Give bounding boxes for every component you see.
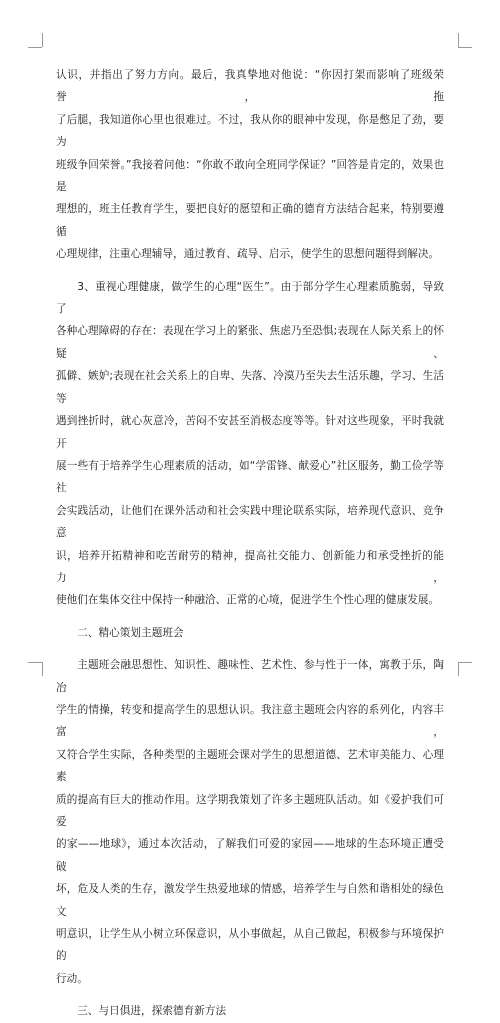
text-line: 孤僻、嫉妒;表现在社会关系上的自卑、失落、冷漠乃至失去生活乐趣，学习、生活等 (56, 370, 444, 405)
text-line: 二、精心策划主题班会 (77, 626, 184, 639)
text-line: 展一些有于培养学生心理素质的活动，如“学雷锋、献爱心”社区服务，勤工俭学等社 (56, 459, 444, 495)
crop-mark-top-left (28, 47, 42, 48)
text-line: 学生的情操，转变和提高学生的思想认识。我注意主题班会内容的系列化，内容丰富， (56, 703, 444, 739)
crop-mark-bottom-left (28, 662, 42, 663)
text-line: 理想的，班主任教育学生，要把良好的愿望和正确的德育方法结合起来，特别要遵循 (56, 203, 444, 238)
crop-mark-top-right (458, 33, 459, 47)
text-line: 明意识，让学生从小树立环保意识，从小事做起，从自己做起，积极参与环境保护的 (56, 928, 444, 963)
text-line: 遇到挫折时，就心灰意冷，苦闷不安甚至消极态度等等。针对这些现象，平时我就开 (56, 415, 444, 450)
text-line: 识，培养开拓精神和吃苦耐劳的精神，提高社交能力、创新能力和承受挫折的能力， (56, 549, 444, 584)
crop-mark-top-left (42, 33, 43, 47)
text-line: 班级争回荣誉。”我接着问他：“你敢不敢向全班同学保证？”回答是肯定的，效果也是 (56, 158, 444, 194)
text-line: 三、与日俱进，探索德育新方法 (77, 1005, 227, 1018)
text-line: 坏，危及人类的生存，激发学生热爱地球的情感，培养学生与自然和谐相处的绿色文 (56, 883, 444, 918)
text-line: 了后腿，我知道你心里也很难过。不过，我从你的眼神中发现，你是憋足了劲，要为 (56, 113, 444, 149)
text-line: 各种心理障碍的存在：表现在学习上的紧张、焦虑乃至恐惧;表现在人际关系上的怀疑、 (56, 325, 444, 360)
text-line: 行动。 (56, 972, 88, 985)
text-line: 又符合学生实际，各种类型的主题班会课对学生的思想道德、艺术审美能力、心理素 (56, 748, 444, 784)
crop-mark-top-right (458, 47, 472, 48)
text-line: 主题班会融思想性、知识性、趣味性、艺术性、参与性于一体，寓教于乐，陶冶 (56, 659, 444, 694)
crop-mark-bottom-right (458, 662, 459, 676)
crop-mark-bottom-left (42, 662, 43, 676)
text-line: 的家——地球》，通过本次活动，了解我们可爱的家园——地球的生态环境正遭受破 (56, 838, 444, 873)
text-line: 心理规律，注重心理辅导，通过教育、疏导、启示，使学生的思想问题得到解决。 (56, 248, 440, 261)
text-line: 质的提高有巨大的推动作用。这学期我策划了许多主题班队活动。如《爱护我们可爱 (56, 793, 444, 828)
text-line: 使他们在集体交往中保持一种融洽、正常的心境，促进学生个性心理的健康发展。 (56, 594, 440, 607)
text-line: 会实践活动，让他们在课外活动和社会实践中理论联系实际，培养现代意识、竞争意 (56, 504, 444, 540)
crop-mark-bottom-right (458, 662, 472, 663)
text-line: 认识，并指出了努力方向。最后，我真挚地对他说：“你因打架而影响了班级荣誉，拖 (56, 69, 444, 104)
document-body (56, 64, 444, 1023)
text-line: 3、重视心理健康，做学生的心理“医生”。由于部分学生心理素质脆弱，导致了 (56, 280, 444, 316)
